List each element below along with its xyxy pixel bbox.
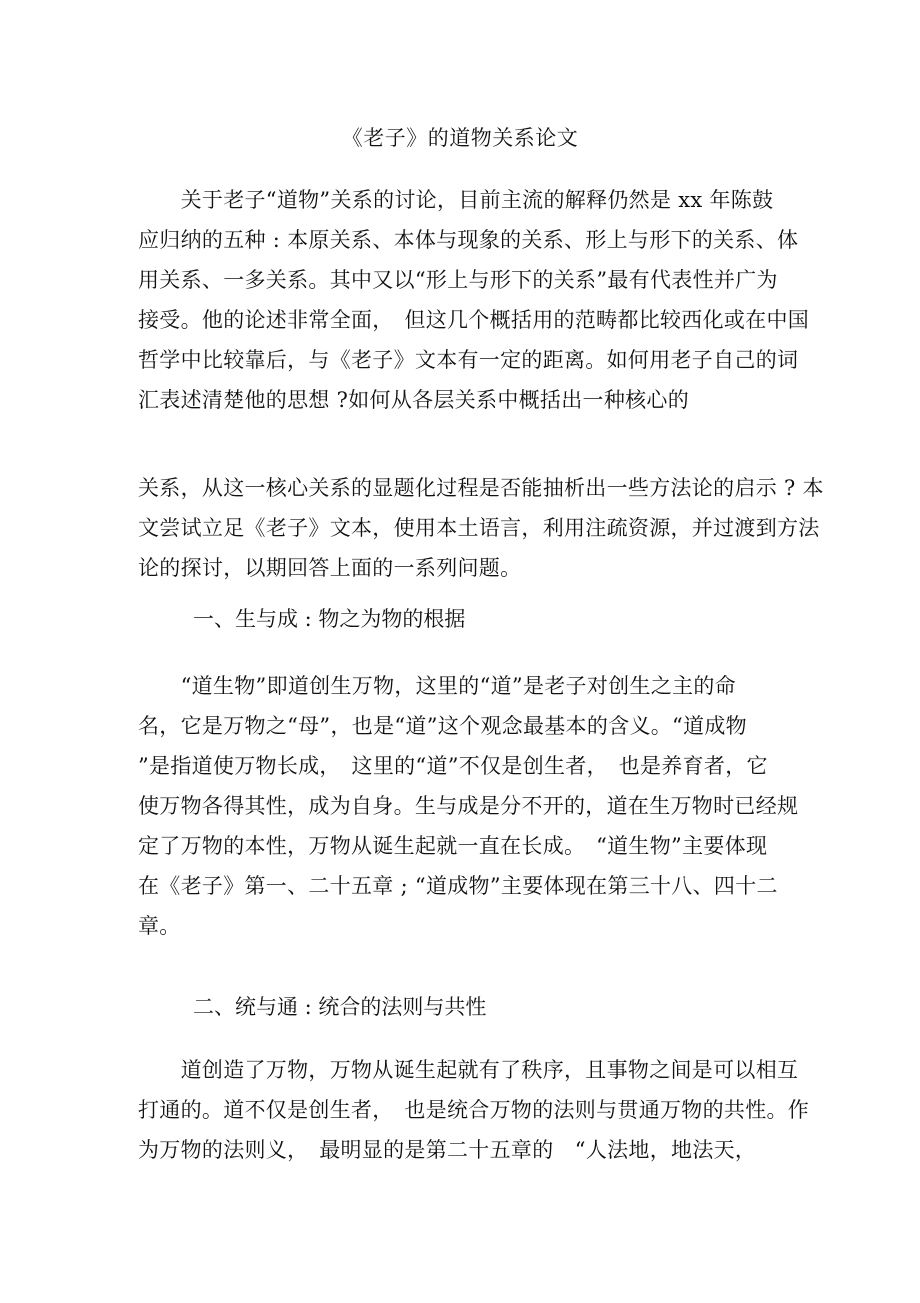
paragraph-section-1 — [138, 666, 798, 946]
section-heading-2: 二、统与通 : 统合的法则与共性 — [193, 995, 487, 1019]
text-line: 关于老子“道物”关系的讨论，目前主流的解释仍然是 xx 年陈鼓 — [138, 188, 774, 212]
text-line: 道创造了万物，万物从诞生起就有了秩序，且事物之间是可以相互 — [138, 1058, 799, 1082]
text-line: 文尝试立足《老子》文本，使用本土语言，利用注疏资源，并过渡到方法 — [138, 516, 820, 540]
section-heading-1: 一、生与成 : 物之为物的根据 — [193, 607, 466, 631]
text-line: 接受。他的论述非常全面， 但这几个概括用的范畴都比较西化或在中国 — [138, 308, 810, 332]
paragraph-intro — [138, 180, 810, 420]
paragraph-section-2 — [138, 1050, 810, 1170]
text-line: 应归纳的五种 : 本原关系、本体与现象的关系、形上与形下的关系、体 — [138, 228, 799, 252]
text-line: 名，它是万物之“母”，也是“道”这个观念最基本的含义。“道成物 — [138, 714, 747, 738]
text-line: 使万物各得其性，成为自身。生与成是分不开的，道在生万物时已经规 — [138, 794, 799, 818]
paragraph-continuation — [138, 468, 824, 588]
text-line: 哲学中比较靠后，与《老子》文本有一定的距离。如何用老子自己的词 — [138, 348, 799, 372]
text-line: 关系，从这一核心关系的显题化过程是否能抽析出一些方法论的启示 ? 本 — [138, 476, 824, 500]
text-line: “道生物”即道创生万物，这里的“道”是老子对创生之主的命 — [138, 674, 736, 698]
text-line: 汇表述清楚他的思想 ?如何从各层关系中概括出一种核心的 — [138, 388, 690, 412]
document-title: 《老子》的道物关系论文 — [341, 126, 579, 150]
text-line: ”是指道使万物长成， 这里的“道”不仅是创生者， 也是养育者，它 — [138, 754, 768, 778]
text-line: 章。 — [138, 914, 181, 938]
text-line: 在《老子》第一、二十五章 ; “道成物”主要体现在第三十八、四十二 — [138, 874, 778, 898]
text-line: 论的探讨，以期回答上面的一系列问题。 — [138, 556, 522, 580]
text-line: 打通的。道不仅是创生者， 也是统合万物的法则与贯通万物的共性。作 — [138, 1098, 810, 1122]
text-line: 为万物的法则义， 最明显的是第二十五章的 “人法地，地法天， — [138, 1138, 757, 1162]
text-line: 用关系、一多关系。其中又以“形上与形下的关系”最有代表性并广为 — [138, 268, 778, 292]
text-line: 定了万物的本性，万物从诞生起就一直在长成。 “道生物”主要体现 — [138, 834, 768, 858]
